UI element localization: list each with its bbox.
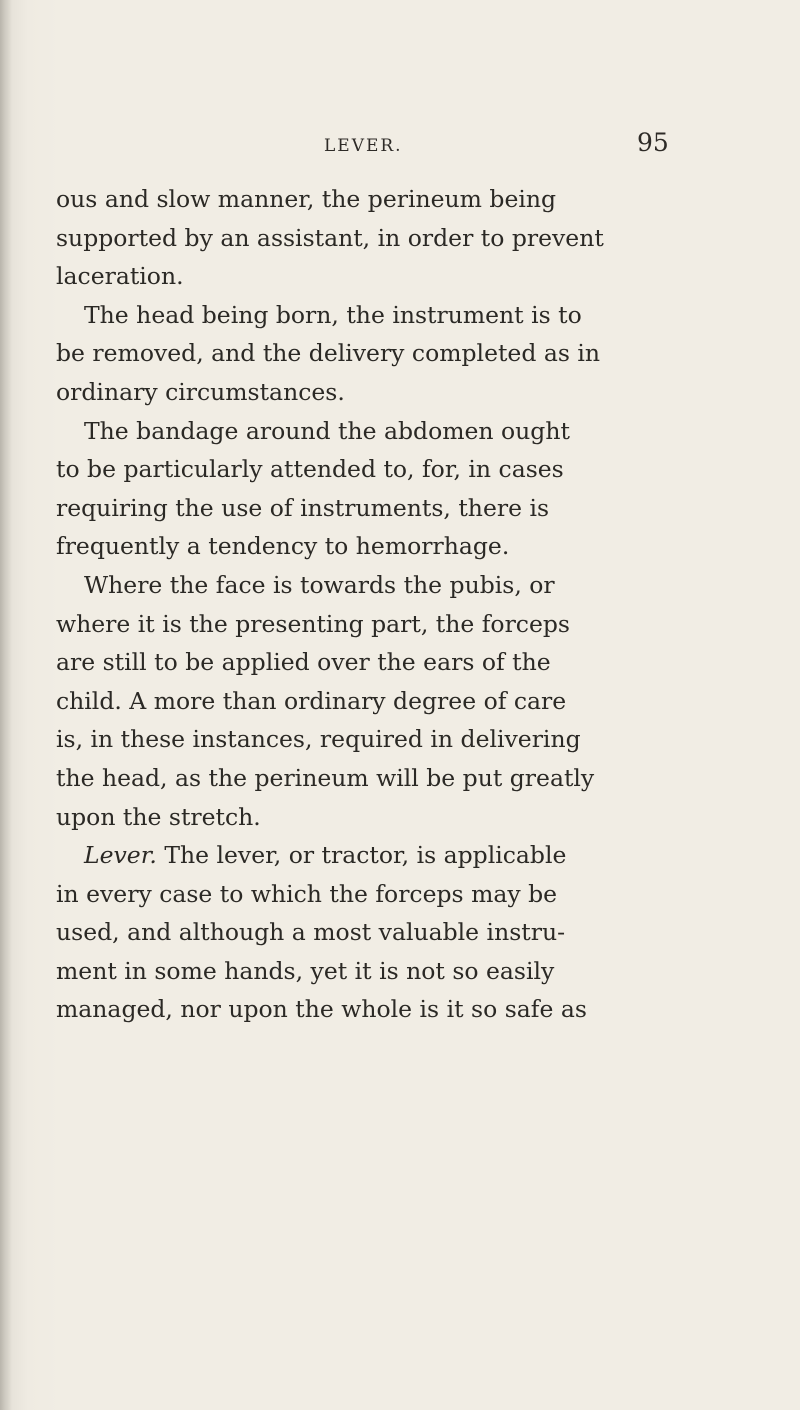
text-line: managed, nor upon the whole is it so safe as [56,995,587,1024]
text-line: laceration. [56,262,184,291]
running-head [300,124,700,164]
text-line: the head, as the perineum will be put greatly [56,763,595,792]
text-line: where it is the presenting part, the forceps [56,609,570,638]
section-heading-lever: Lever. [84,841,157,870]
text-line: are still to be applied over the ears of the [56,648,551,677]
paragraph-start-line: The bandage around the abdomen ought [84,416,570,445]
text-line: ordinary circumstances. [56,377,345,406]
section-first-text: The lever, or tractor, is applicable [164,841,567,870]
page-number: 95 [637,128,669,157]
text-line: be removed, and the delivery completed as in [56,339,601,368]
page-gutter [0,0,12,1410]
paragraph-start-line: The head being born, the instrument is to [84,300,582,329]
running-title: LEVER. [324,136,403,156]
text-line: child. A more than ordinary degree of care [56,686,567,715]
paragraph-start-line: Where the face is towards the pubis, or [84,570,555,599]
text-line: in every case to which the forceps may be [56,879,558,908]
text-line: ous and slow manner, the perineum being [56,185,557,213]
text-line: is, in these instances, required in delivering [56,725,581,754]
text-line: ment in some hands, yet it is not so easily [56,956,555,985]
text-line: frequently a tendency to hemorrhage. [56,532,510,561]
text-line: supported by an assistant, in order to prevent [56,223,604,252]
text-line: upon the stretch. [56,802,261,831]
section-start-line [56,836,776,875]
text-line: to be particularly attended to, for, in cases [56,455,564,484]
text-line: requiring the use of instruments, there is [56,493,550,522]
text-line: used, and although a most valuable instru- [56,918,566,947]
body-text [56,180,776,1029]
